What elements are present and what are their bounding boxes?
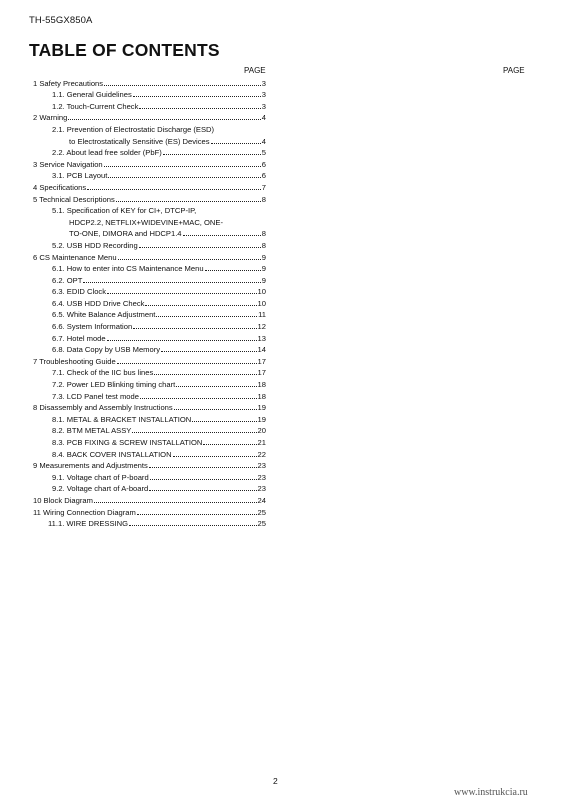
- dot-leader: [161, 351, 257, 352]
- toc-entry-text: 8.1. METAL & BRACKET INSTALLATION: [52, 414, 192, 424]
- toc-entry-page: 19: [257, 403, 266, 413]
- page-title: TABLE OF CONTENTS: [29, 40, 220, 60]
- dot-leader: [104, 85, 261, 86]
- toc-entry-page: 4: [261, 136, 266, 146]
- toc-entry[interactable]: [33, 157, 266, 169]
- toc-entry-page: 20: [257, 426, 266, 436]
- toc-entry[interactable]: [33, 424, 266, 436]
- dot-leader: [149, 467, 257, 468]
- toc-entry[interactable]: [33, 517, 266, 529]
- toc-entry[interactable]: [33, 505, 266, 517]
- toc-entry-page: 18: [257, 380, 266, 390]
- toc-entry-text: 8.4. BACK COVER INSTALLATION: [52, 449, 172, 459]
- toc-entry[interactable]: [33, 319, 266, 331]
- toc-entry[interactable]: [33, 482, 266, 494]
- toc-entry[interactable]: [33, 88, 266, 100]
- dot-leader: [176, 386, 256, 387]
- toc-entry-page: 6: [261, 171, 266, 181]
- toc-entry[interactable]: [33, 238, 266, 250]
- toc-entry-page: 12: [257, 322, 266, 332]
- toc-entry-page: 11: [258, 310, 266, 320]
- toc-entry[interactable]: [33, 285, 266, 297]
- dot-leader: [145, 305, 256, 306]
- dot-leader: [192, 421, 256, 422]
- toc-entry-page: 21: [257, 438, 266, 447]
- toc-entry[interactable]: [33, 180, 266, 192]
- page-number: 2: [273, 776, 278, 786]
- dot-leader: [107, 293, 257, 294]
- dot-leader: [183, 235, 261, 236]
- toc-entry-page: 9: [261, 264, 266, 274]
- dot-leader: [68, 119, 260, 120]
- toc-entry-text: 2.2. About lead free solder (PbF): [52, 148, 162, 158]
- toc-entry[interactable]: [33, 227, 266, 239]
- toc-entry[interactable]: [33, 204, 266, 216]
- toc-entry[interactable]: [33, 134, 266, 146]
- toc-entry[interactable]: [33, 273, 266, 285]
- toc-entry-text: 7 Troubleshooting Guide: [33, 356, 116, 366]
- dot-leader: [129, 525, 257, 526]
- toc-entry[interactable]: [33, 122, 266, 134]
- toc-entry-page: 3: [261, 78, 266, 88]
- dot-leader: [140, 398, 257, 399]
- toc-entry-page: 19: [257, 414, 266, 424]
- toc-entry[interactable]: [33, 296, 266, 308]
- toc-entry-page: 10: [257, 287, 266, 297]
- toc-entry-page: 17: [257, 356, 266, 366]
- toc-entry[interactable]: [33, 215, 266, 227]
- toc-entry-text: 5 Technical Descriptions: [33, 194, 115, 204]
- toc-entry-text: 6.4. USB HDD Drive Check: [52, 298, 145, 308]
- toc-entry-text: 7.1. Check of the IIC bus lines: [52, 368, 154, 378]
- toc-entry-text: 4 Specifications: [33, 182, 87, 192]
- toc-entry[interactable]: [33, 470, 266, 482]
- toc-entry-text: 10 Block Diagram: [33, 495, 93, 505]
- dot-leader: [203, 444, 256, 445]
- toc-entry-page: 8: [261, 194, 266, 204]
- dot-leader: [104, 166, 261, 167]
- dot-leader: [205, 270, 261, 271]
- dot-leader: [174, 409, 257, 410]
- toc-entry-text: 6.1. How to enter into CS Maintenance Menu: [52, 264, 204, 274]
- dot-leader: [139, 247, 261, 248]
- toc-entry-page: 25: [257, 507, 266, 517]
- toc-entry[interactable]: [33, 389, 266, 401]
- dot-leader: [133, 96, 261, 97]
- toc-entry[interactable]: [33, 377, 266, 389]
- dot-leader: [150, 479, 257, 480]
- toc-entry-text: 8.2. BTM METAL ASSY: [52, 426, 132, 436]
- toc-entry-text: 2 Warning: [33, 113, 68, 123]
- dot-leader: [107, 340, 257, 341]
- toc-entry-text: HDCP2.2, NETFLIX+WIDEVINE+MAC, ONE-: [69, 217, 224, 227]
- toc-entry[interactable]: [33, 169, 266, 181]
- dot-leader: [149, 490, 256, 491]
- toc-entry-text: 6.2. OPT: [52, 275, 83, 285]
- toc-entry-text: TO-ONE, DIMORA and HDCP1.4: [69, 229, 182, 239]
- toc-entry-page: 7: [261, 182, 266, 192]
- toc-entry-text: 7.2. Power LED Blinking timing chart: [52, 380, 176, 390]
- dot-leader: [163, 154, 261, 155]
- dot-leader: [118, 259, 261, 260]
- toc-entry-text: 9 Measurements and Adjustments: [33, 461, 148, 471]
- toc-entry[interactable]: [33, 146, 266, 158]
- toc-entry-text: 6.5. White Balance Adjustment: [52, 310, 156, 320]
- toc-entry-text: 8.3. PCB FIXING & SCREW INSTALLATION: [52, 438, 203, 447]
- toc-entry[interactable]: [33, 331, 266, 343]
- table-of-contents: [33, 76, 266, 528]
- toc-entry[interactable]: [33, 435, 266, 447]
- toc-entry-text: 6.6. System Information: [52, 322, 133, 332]
- toc-entry-page: 23: [257, 461, 266, 471]
- dot-leader: [116, 201, 261, 202]
- dot-leader: [173, 456, 257, 457]
- toc-entry[interactable]: [33, 262, 266, 274]
- toc-entry-page: 3: [261, 90, 266, 100]
- dot-leader: [108, 177, 260, 178]
- dot-leader: [211, 143, 261, 144]
- toc-entry-page: 8: [261, 229, 266, 239]
- toc-entry-text: 5.2. USB HDD Recording: [52, 240, 138, 250]
- toc-entry-page: 5: [261, 148, 266, 158]
- toc-entry[interactable]: [33, 354, 266, 366]
- dot-leader: [117, 363, 257, 364]
- toc-entry-page: 22: [257, 449, 266, 459]
- dot-leader: [87, 189, 261, 190]
- toc-entry-page: 24: [257, 495, 266, 505]
- toc-entry-text: 6.7. Hotel mode: [52, 333, 106, 343]
- toc-entry[interactable]: [33, 412, 266, 424]
- toc-entry-page: 6: [261, 159, 266, 169]
- dot-leader: [154, 374, 256, 375]
- toc-entry-page: 9: [261, 275, 266, 285]
- toc-entry-text: 6 CS Maintenance Menu: [33, 252, 117, 262]
- toc-entry[interactable]: [33, 111, 266, 123]
- dot-leader: [94, 502, 257, 503]
- page-column-label: PAGE: [244, 66, 266, 75]
- toc-entry-page: 18: [257, 391, 266, 401]
- dot-leader: [132, 432, 256, 433]
- dot-leader: [133, 328, 256, 329]
- toc-entry[interactable]: [33, 343, 266, 355]
- toc-entry[interactable]: [33, 493, 266, 505]
- dot-leader: [156, 316, 257, 317]
- toc-entry[interactable]: [33, 366, 266, 378]
- toc-entry-page: 8: [261, 240, 266, 250]
- toc-entry-text: 3 Service Navigation: [33, 159, 103, 169]
- toc-entry-page: 25: [257, 519, 266, 529]
- toc-entry-page: 13: [257, 333, 266, 343]
- toc-entry-page: 23: [257, 484, 266, 494]
- toc-entry-text: 9.1. Voltage chart of P-board: [52, 472, 149, 482]
- watermark: www.instrukcia.ru: [454, 787, 528, 798]
- toc-entry-page: 4: [261, 113, 266, 123]
- toc-entry-page: 3: [261, 101, 266, 111]
- dot-leader: [83, 282, 260, 283]
- toc-entry[interactable]: [33, 308, 266, 320]
- toc-entry-text: 11.1. WIRE DRESSING: [48, 519, 129, 529]
- toc-entry[interactable]: [33, 447, 266, 459]
- toc-entry-text: 5.1. Specification of KEY for CI+, DTCP-IP,: [52, 206, 197, 216]
- toc-entry-text: 6.3. EDID Clock: [52, 287, 107, 297]
- toc-entry-page: 23: [257, 472, 266, 482]
- toc-entry-text: 6.8. Data Copy by USB Memory: [52, 345, 161, 355]
- toc-entry-text: 1.1. General Guidelines: [52, 90, 132, 100]
- toc-entry-text: 3.1. PCB Layout: [52, 171, 108, 181]
- model-number: TH-55GX850A: [29, 15, 93, 26]
- toc-entry[interactable]: [33, 459, 266, 471]
- dot-leader: [137, 514, 257, 515]
- toc-entry[interactable]: [33, 76, 266, 88]
- toc-entry-text: 1.2. Touch-Current Check: [52, 101, 139, 111]
- toc-entry[interactable]: [33, 192, 266, 204]
- dot-leader: [139, 108, 260, 109]
- toc-entry[interactable]: [33, 401, 266, 413]
- toc-entry-text: to Electrostatically Sensitive (ES) Devices: [69, 136, 210, 146]
- toc-entry-text: 2.1. Prevention of Electrostatic Discharge (ESD): [52, 124, 215, 134]
- toc-entry-page: 10: [257, 298, 266, 308]
- toc-entry-text: 9.2. Voltage chart of A-board: [52, 484, 149, 494]
- toc-entry-text: 1 Safety Precautions: [33, 78, 104, 88]
- page-column-label-right: PAGE: [503, 66, 525, 75]
- toc-entry[interactable]: [33, 250, 266, 262]
- toc-entry-text: 7.3. LCD Panel test mode: [52, 391, 139, 401]
- toc-entry-text: 11 Wiring Connection Diagram: [33, 507, 136, 517]
- toc-entry-page: 17: [257, 368, 266, 378]
- toc-entry-text: 8 Disassembly and Assembly Instructions: [33, 403, 173, 413]
- toc-entry[interactable]: [33, 99, 266, 111]
- toc-entry-page: 14: [257, 345, 266, 355]
- toc-entry-page: 9: [261, 252, 266, 262]
